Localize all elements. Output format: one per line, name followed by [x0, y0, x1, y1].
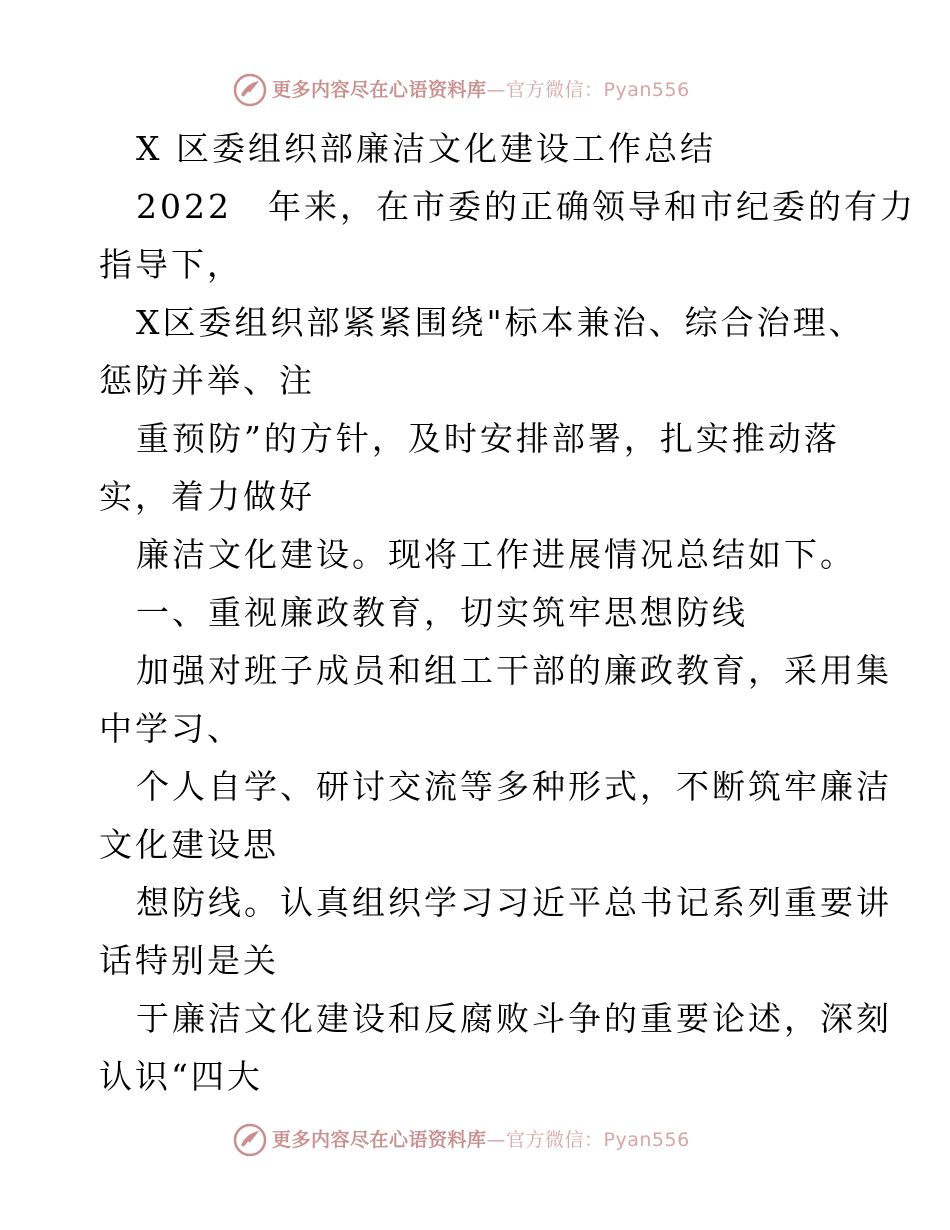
paragraph-line: 加强对班子成员和组工干部的廉政教育，采用集 — [136, 651, 892, 690]
paragraph-line: 重预防”的方针，及时安排部署，扎实推动落 — [136, 419, 840, 458]
paragraph-line: 惩防并举、注 — [99, 361, 315, 400]
header-banner — [0, 70, 950, 110]
paragraph-line: 个人自学、研讨交流等多种形式，不断筑牢廉洁 — [136, 767, 892, 806]
paragraph-line: 2022 年来，在市委的正确领导和市纪委的有力 — [136, 187, 916, 226]
banner-promo: 更多内容尽在心语资料库 — [272, 79, 487, 101]
banner-dash: — — [486, 1129, 507, 1151]
paragraph-line: 中学习、 — [99, 709, 243, 748]
banner-promo: 更多内容尽在心语资料库 — [272, 1129, 487, 1151]
banner-text — [272, 1126, 690, 1154]
paragraph-line: 话特别是关 — [99, 941, 279, 980]
banner-dash: — — [486, 79, 507, 101]
brush-logo-icon — [233, 1123, 267, 1157]
paragraph-line: 指导下， — [99, 245, 243, 284]
banner-text — [272, 76, 690, 104]
paragraph-line: 于廉洁文化建设和反腐败斗争的重要论述，深刻 — [136, 999, 892, 1038]
paragraph-line: 文化建设思 — [99, 825, 279, 864]
section-heading: 一、重视廉政教育，切实筑牢思想防线 — [136, 593, 748, 632]
footer-banner — [0, 1120, 950, 1160]
document-body — [99, 120, 916, 1106]
paragraph-line: 廉洁文化建设。现将工作进展情况总结如下。 — [136, 535, 856, 574]
paragraph-line: X区委组织部紧紧围绕"标本兼治、综合治理、 — [136, 303, 865, 342]
paragraph-line: 实，着力做好 — [99, 477, 315, 516]
document-title: X 区委组织部廉洁文化建设工作总结 — [136, 129, 716, 168]
paragraph-line: 想防线。认真组织学习习近平总书记系列重要讲 — [136, 883, 892, 922]
brush-logo-icon — [233, 73, 267, 107]
paragraph-line: 认识“四大 — [99, 1057, 263, 1096]
banner-wechat: 官方微信：Pyan556 — [506, 1129, 690, 1151]
banner-wechat: 官方微信：Pyan556 — [506, 79, 690, 101]
